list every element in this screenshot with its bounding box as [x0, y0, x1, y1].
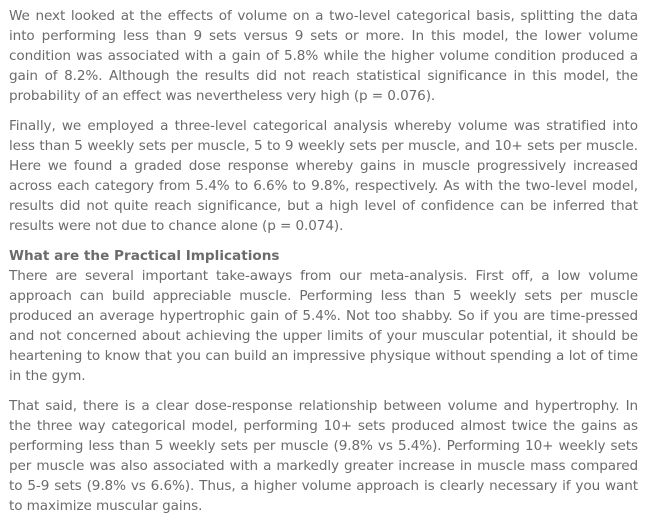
- paragraph-three-level-model: Finally, we employed a three-level categorical analysis whereby volume was stratified into less than 5 weekly sets per muscle, 5 to 9 weekly sets per muscle, and 10+ sets per muscle. Here we found a graded dose response whereby gains in muscle progressively increased across each category from 5.4% to 6.6% to 9.8%, respectively. As with the two-level model, results did not quite reach significance, but a high level of confidence can be inferred that results were not due to chance alone (p = 0.074).: [9, 118, 638, 234]
- paragraph-takeaways: There are several important take-aways from our meta-analysis. First off, a low volume approach can build appreciable muscle. Performing less than 5 weekly sets per muscle produced an average hypertrophic gain of 5.4%. Not too shabby. So if you are time-pressed and not concerned about achieving the upper limits of your muscular potential, it should be heartening to know that you can build an impressive physique without spending a lot of time in the gym.: [9, 268, 638, 384]
- section-heading: What are the Practical Implications: [9, 248, 280, 264]
- article-body: [9, 6, 638, 516]
- paragraph-dose-response: That said, there is a clear dose-response relationship between volume and hypertrophy. In the three way categorical model, performing 10+ sets produced almost twice the gains as performing less than 5 weekly sets per muscle (9.8% vs 5.4%). Performing 10+ weekly sets per muscle was also associated with a markedly greater increase in muscle mass compared to 5-9 sets (9.8% vs 6.6%). Thus, a higher volume approach is clearly necessary if you want to maximize muscular gains.: [9, 398, 638, 514]
- paragraph-two-level-model: We next looked at the effects of volume on a two-level categorical basis, splitting the data into performing less than 9 sets versus 9 sets or more. In this model, the lower volume condition was associated with a gain of 5.8% while the higher volume condition produced a gain of 8.2%. Although the results did not reach statistical significance in this model, the probability of an effect was nevertheless very high (p = 0.076).: [9, 8, 638, 104]
